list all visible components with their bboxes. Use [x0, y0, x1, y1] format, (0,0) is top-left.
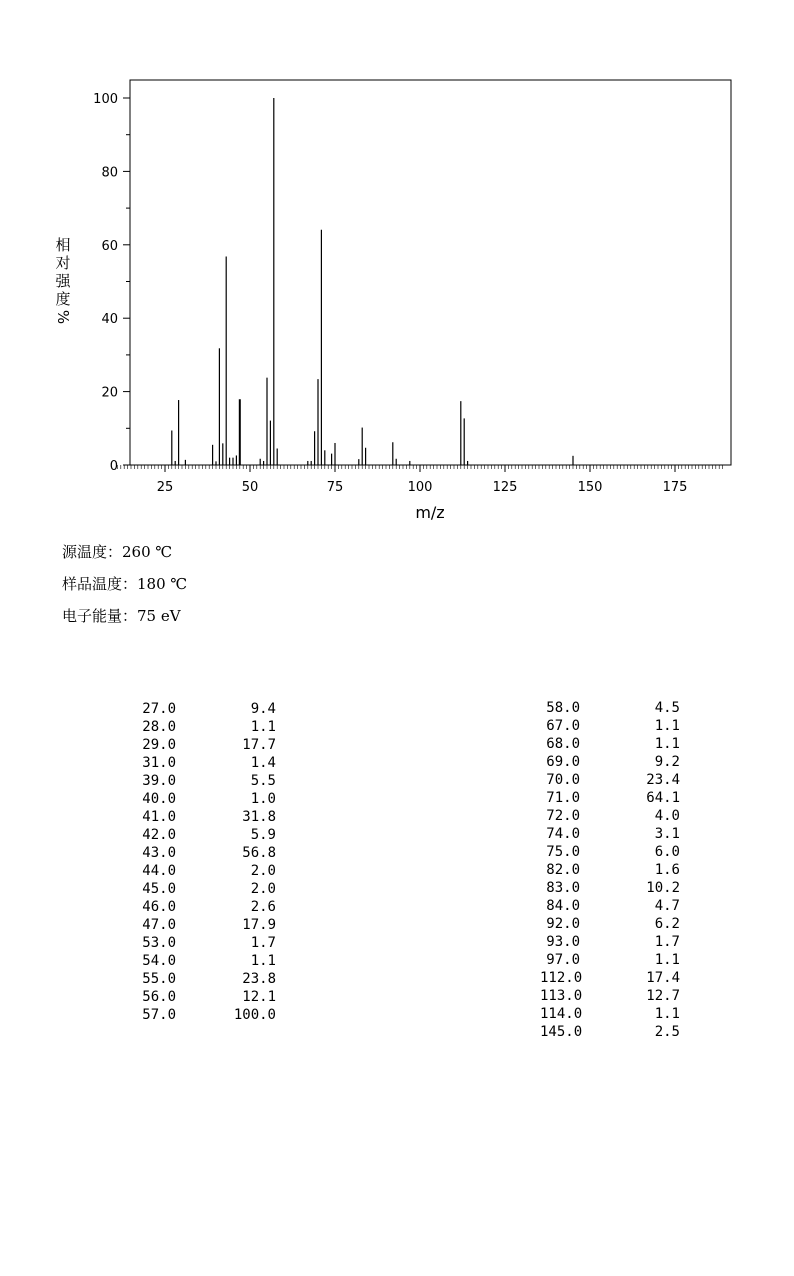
peak-intensity: 31.8 [242, 809, 276, 825]
peak-intensity: 6.2 [654, 916, 680, 932]
peak-intensity: 2.5 [654, 1024, 680, 1040]
peak-mz: 70.0 [546, 772, 580, 788]
peak-bars [172, 98, 573, 465]
peak-intensity: 9.2 [654, 754, 680, 770]
mass-spectrum-chart [0, 0, 794, 530]
peak-row [540, 771, 680, 789]
peak-intensity: 64.1 [646, 790, 680, 806]
peak-mz: 58.0 [546, 700, 580, 716]
peak-mz: 71.0 [546, 790, 580, 806]
peak-mz: 67.0 [546, 718, 580, 734]
peak-mz: 42.0 [142, 827, 176, 843]
x-tick-label: 125 [492, 480, 518, 495]
y-axis-label [54, 236, 72, 324]
peak-mz: 82.0 [546, 862, 580, 878]
peak-mz: 43.0 [142, 845, 176, 861]
x-tick-label: 75 [326, 480, 344, 495]
peak-intensity: 9.4 [250, 701, 276, 717]
y-axis-label-char: 相 [55, 236, 71, 254]
x-tick-label: 50 [241, 480, 259, 495]
peak-intensity: 1.1 [654, 736, 680, 752]
peak-row [540, 879, 680, 897]
y-tick-label: 100 [93, 92, 118, 107]
peak-intensity: 2.6 [250, 899, 276, 915]
peak-mz: 92.0 [546, 916, 580, 932]
peak-intensity: 100.0 [233, 1007, 276, 1023]
y-tick-label: 60 [101, 238, 118, 254]
peak-row [540, 825, 680, 843]
peak-intensity: 2.0 [250, 881, 276, 897]
peak-mz: 114.0 [540, 1006, 583, 1022]
peak-row [136, 844, 276, 862]
peak-row [136, 934, 276, 952]
peak-mz: 40.0 [142, 791, 176, 807]
peak-mz: 31.0 [142, 755, 176, 771]
peak-row [136, 790, 276, 808]
peak-row [540, 987, 680, 1005]
peak-row [136, 952, 276, 970]
peak-mz: 69.0 [546, 754, 580, 770]
peak-mz: 112.0 [540, 970, 583, 986]
peak-intensity: 1.6 [654, 862, 680, 878]
x-tick-label: 150 [577, 480, 603, 495]
peak-row [136, 700, 276, 718]
peak-mz: 93.0 [546, 934, 580, 950]
peak-intensity: 4.5 [654, 700, 680, 716]
peak-mz: 27.0 [142, 701, 176, 717]
x-tick-label: 25 [156, 480, 174, 495]
peak-mz: 47.0 [142, 917, 176, 933]
peak-row [540, 1023, 680, 1041]
peak-intensity: 12.1 [242, 989, 276, 1005]
peak-mz: 57.0 [142, 1007, 176, 1023]
peak-row [136, 736, 276, 754]
y-axis [93, 92, 130, 474]
peak-row [540, 699, 680, 717]
peak-list-left [136, 700, 276, 1024]
sample-temp: 样品温度：180 ℃ [62, 575, 188, 593]
peak-list-right [540, 699, 680, 1041]
peak-intensity: 3.1 [654, 826, 680, 842]
peak-row [540, 969, 680, 987]
peak-mz: 72.0 [546, 808, 580, 824]
y-axis-label-char: 对 [55, 254, 71, 272]
peak-mz: 44.0 [142, 863, 176, 879]
peak-mz: 68.0 [546, 736, 580, 752]
peak-intensity: 1.1 [654, 718, 680, 734]
peak-row [540, 897, 680, 915]
peak-row [136, 754, 276, 772]
peak-row [136, 880, 276, 898]
peak-intensity: 2.0 [250, 863, 276, 879]
x-axis-label: m/z [415, 503, 445, 522]
y-tick-label: 80 [101, 165, 118, 181]
peak-mz: 45.0 [142, 881, 176, 897]
peak-intensity: 4.0 [654, 808, 680, 824]
peak-intensity: 23.4 [646, 772, 680, 788]
electron-energy: 电子能量：75 eV [62, 607, 181, 625]
source-temp: 源温度：260 ℃ [62, 543, 173, 561]
peak-intensity: 5.9 [250, 827, 276, 843]
peak-row [540, 717, 680, 735]
peak-mz: 55.0 [142, 971, 176, 987]
peak-intensity: 4.7 [654, 898, 680, 914]
plot-frame [130, 80, 731, 465]
peak-row [540, 951, 680, 969]
peak-mz: 84.0 [546, 898, 580, 914]
peak-row [136, 1006, 276, 1024]
peak-mz: 145.0 [540, 1024, 583, 1040]
peak-intensity: 17.4 [646, 970, 680, 986]
peak-mz: 28.0 [142, 719, 176, 735]
peak-row [540, 915, 680, 933]
peak-mz: 113.0 [540, 988, 583, 1004]
peak-intensity: 6.0 [654, 844, 680, 860]
peak-mz: 74.0 [546, 826, 580, 842]
peak-row [136, 862, 276, 880]
peak-intensity: 1.4 [250, 755, 276, 771]
peak-mz: 29.0 [142, 737, 176, 753]
peak-intensity: 1.1 [654, 1006, 680, 1022]
y-axis-label-char: % [54, 309, 72, 325]
peak-row [136, 772, 276, 790]
peak-mz: 83.0 [546, 880, 580, 896]
x-tick-label: 100 [407, 480, 433, 495]
peak-mz: 41.0 [142, 809, 176, 825]
peak-intensity: 1.1 [654, 952, 680, 968]
y-tick-label: 20 [101, 385, 118, 401]
peak-row [540, 735, 680, 753]
peak-mz: 75.0 [546, 844, 580, 860]
x-tick-label: 175 [662, 480, 688, 495]
peak-row [136, 826, 276, 844]
peak-row [540, 1005, 680, 1023]
peak-mz: 46.0 [142, 899, 176, 915]
peak-intensity: 12.7 [646, 988, 680, 1004]
peak-mz: 53.0 [142, 935, 176, 951]
peak-intensity: 23.8 [242, 971, 276, 987]
peak-intensity: 5.5 [250, 773, 276, 789]
peak-intensity: 1.1 [250, 953, 276, 969]
y-tick-label: 40 [101, 312, 118, 328]
peak-row [540, 861, 680, 879]
peak-intensity: 10.2 [646, 880, 680, 896]
peak-row [136, 970, 276, 988]
peak-mz: 39.0 [142, 773, 176, 789]
peak-row [136, 988, 276, 1006]
peak-intensity: 17.7 [242, 737, 276, 753]
peak-row [136, 718, 276, 736]
peak-row [136, 898, 276, 916]
peak-intensity: 1.7 [250, 935, 276, 951]
y-tick-label: 0 [109, 459, 118, 474]
peak-row [136, 916, 276, 934]
peak-row [540, 789, 680, 807]
peak-intensity: 1.7 [654, 934, 680, 950]
peak-intensity: 1.1 [250, 719, 276, 735]
peak-row [540, 933, 680, 951]
peak-mz: 56.0 [142, 989, 176, 1005]
peak-mz: 97.0 [546, 952, 580, 968]
y-axis-label-char: 强 [55, 272, 71, 290]
peak-row [540, 807, 680, 825]
peak-row [540, 843, 680, 861]
x-axis [157, 465, 688, 495]
peak-mz: 54.0 [142, 953, 176, 969]
peak-intensity: 56.8 [242, 845, 276, 861]
peak-intensity: 1.0 [250, 791, 276, 807]
peak-row [136, 808, 276, 826]
peak-intensity: 17.9 [242, 917, 276, 933]
peak-row [540, 753, 680, 771]
y-axis-label-char: 度 [55, 290, 71, 308]
